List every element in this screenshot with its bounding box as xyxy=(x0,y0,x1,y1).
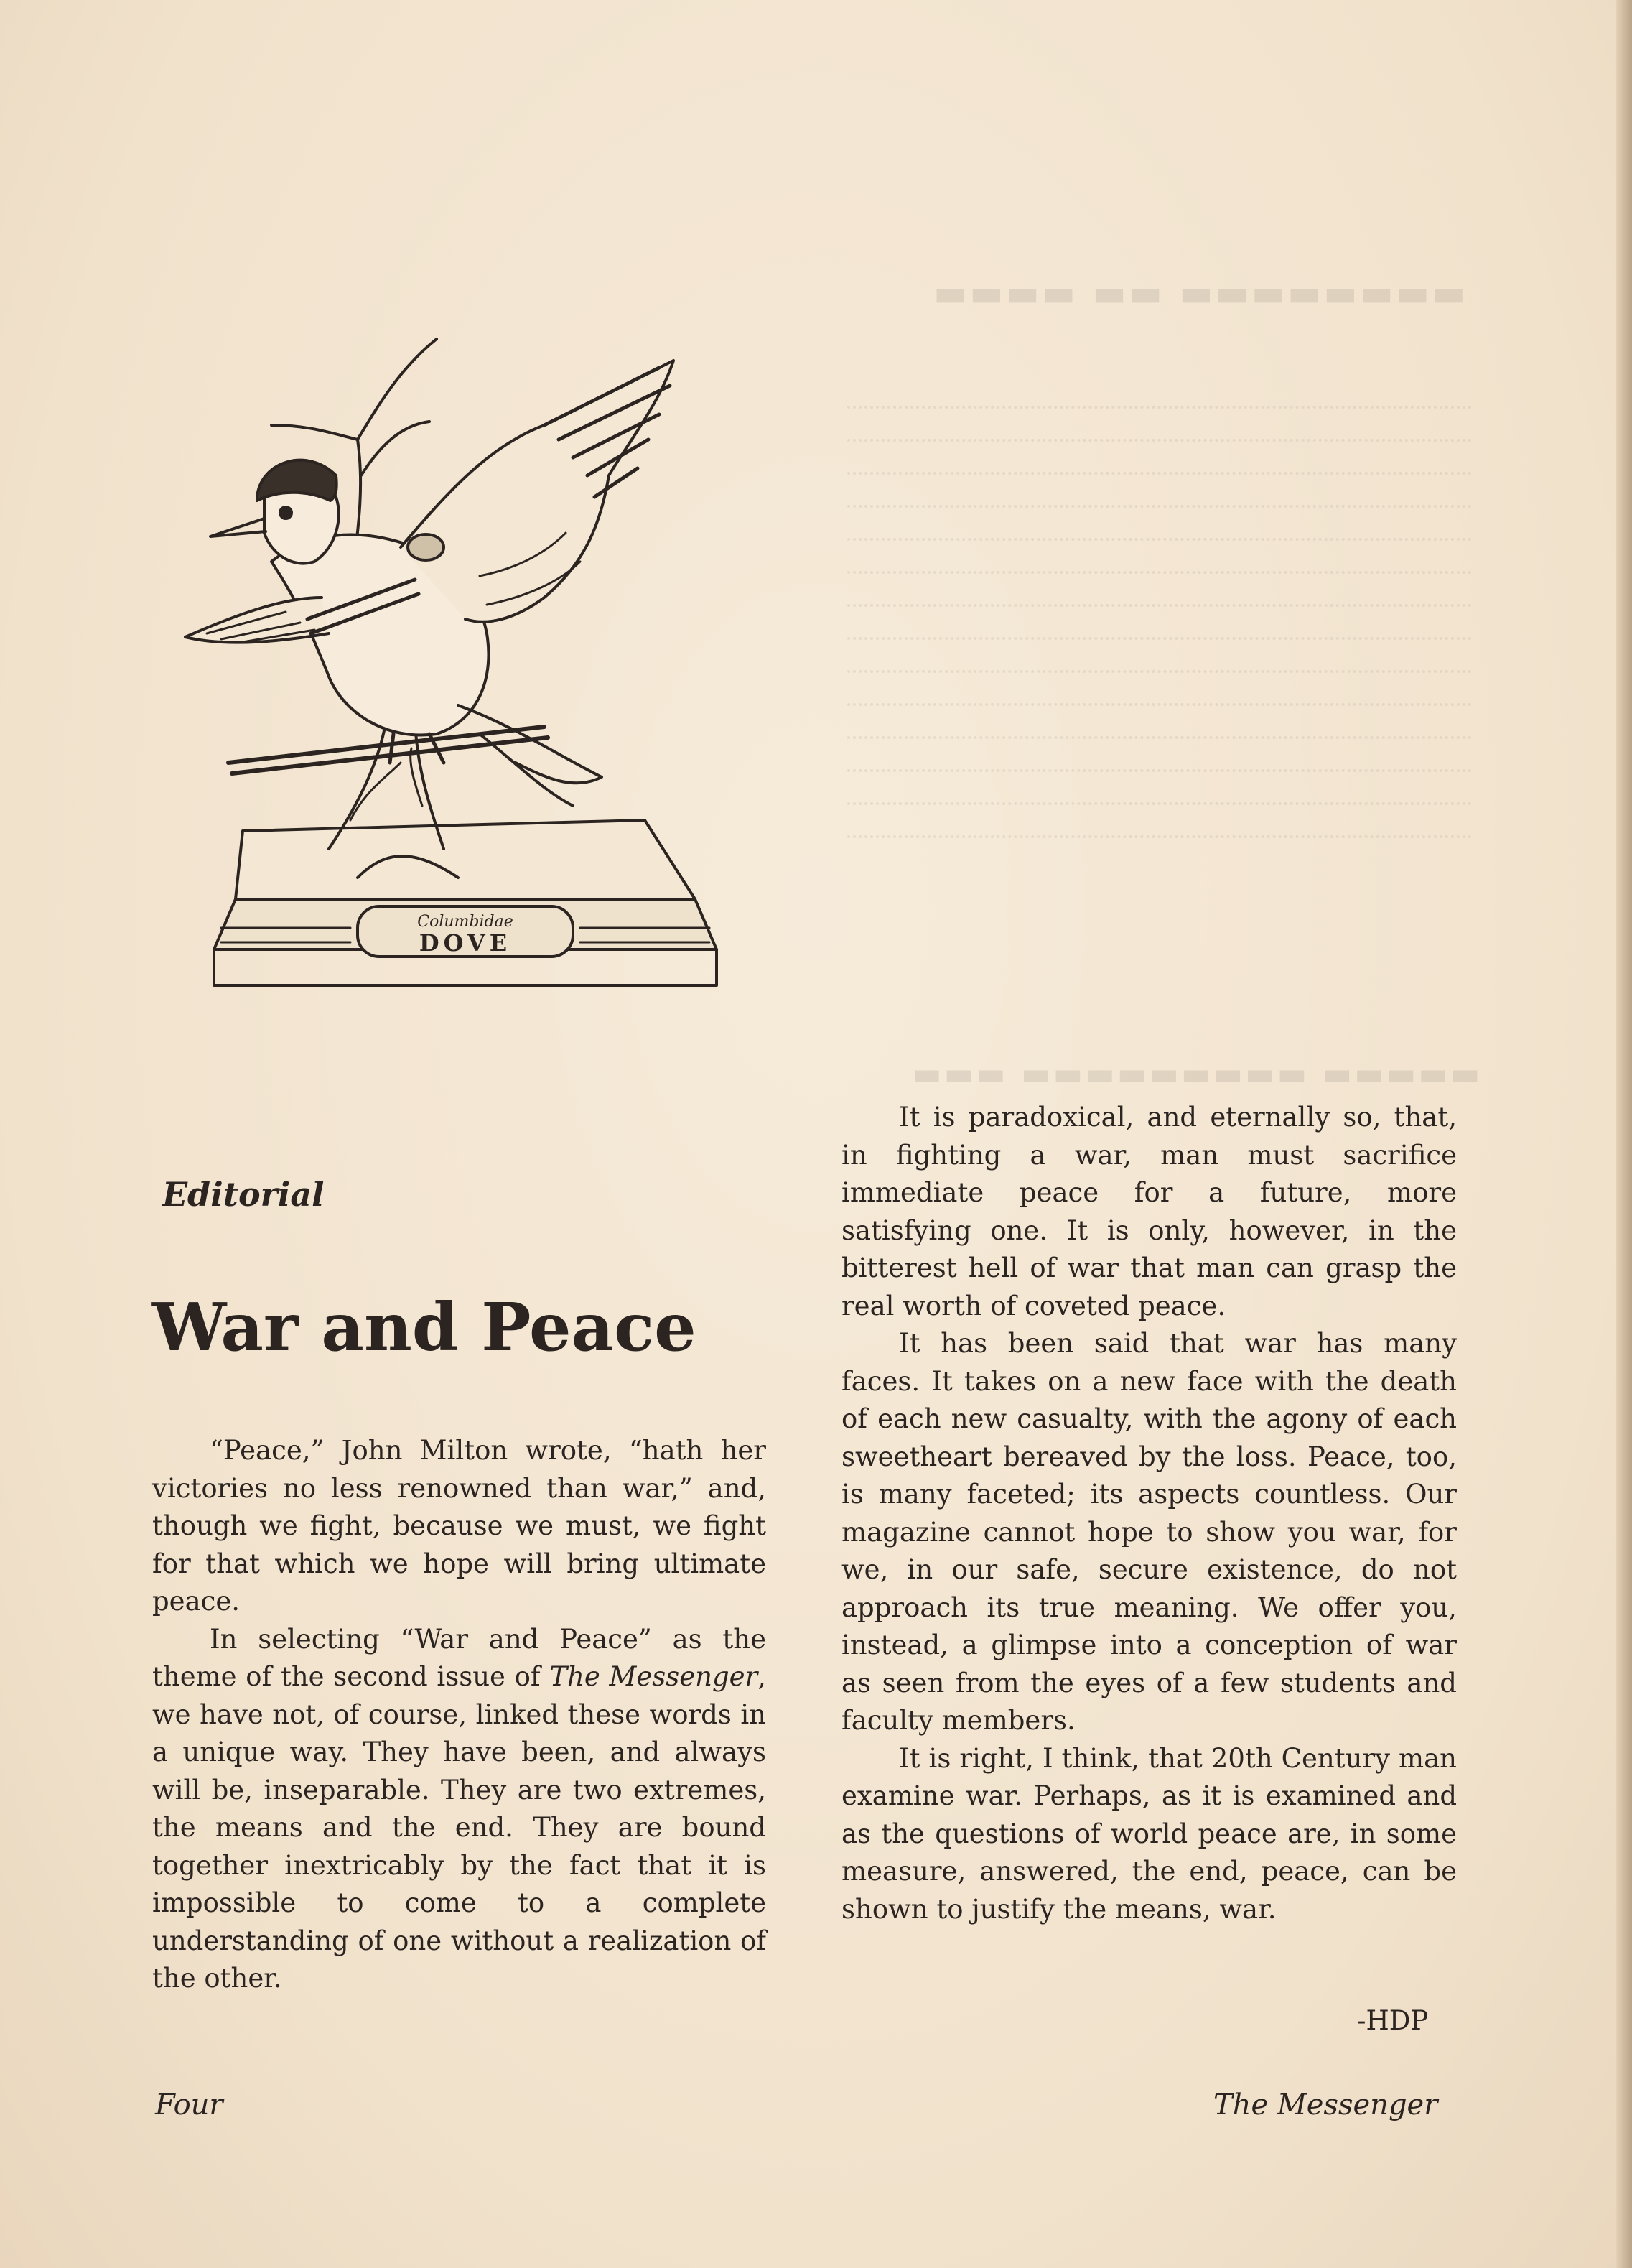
paragraph xyxy=(152,1621,766,1998)
plaque-top-text: Columbidae xyxy=(417,913,513,931)
publication-name: The Messenger xyxy=(549,1661,758,1692)
page-edge xyxy=(1616,0,1632,2268)
page-number: Four xyxy=(155,2088,223,2121)
bleed-through-lines xyxy=(847,384,1472,847)
section-label: Editorial xyxy=(162,1175,325,1214)
paragraph: It is right, I think, that 20th Century man examine war. Perhaps, as it is examined and as the questions of world peace are, in some measure, answered, the end, peace, can be shown to justify the means, war. xyxy=(841,1742,1457,1925)
text-run: , we have not, of course, linked these words in a unique way. They have been, and always will be, inseparable. They are two extremes, the means and the end. They are bound together inextricably by the fact that it is impossible to come to a complete understanding of one without a realization of the other. xyxy=(152,1661,766,1994)
bleed-through-heading-2: ▬▬▬ ▬▬▬▬▬▬▬▬▬ ▬▬▬▬▬ xyxy=(912,1056,1483,1092)
plaque-main-text: DOVE xyxy=(419,929,512,957)
paragraph: “Peace,” John Milton wrote, “hath her victories no less renowned than war,” and, though we fight, because we must, we fight for that which we hope will bring ultimate peace. xyxy=(152,1435,766,1617)
bleed-through-heading: ▬▬▬▬ ▬▬ ▬▬▬▬▬▬▬▬ xyxy=(933,271,1468,314)
text-run: In selecting “War and Peace” as the theme of the second issue of xyxy=(152,1623,766,1692)
paragraph: It is paradoxical, and eternally so, that, in fighting a war, man must sacrifice immediate peace for a future, more satisfying one. It is only, however, in the bitterest hell of war that man can grasp the real worth of coveted peace. xyxy=(841,1102,1457,1321)
dove-illustration xyxy=(142,260,774,1007)
signature: -HDP xyxy=(1357,2005,1429,2036)
right-column xyxy=(841,1099,1457,1928)
publication-footer: The Messenger xyxy=(1213,2088,1438,2121)
left-column xyxy=(152,1432,766,1998)
paragraph: It has been said that war has many faces. It takes on a new face with the death of each new casualty, with the agony of each sweetheart bereaved by the loss. Peace, too, is many faceted; its aspects countless. Our magazine cannot hope to show you war, for we, in our safe, secure existence, do not approach its true meaning. We offer you, instead, a glimpse into a conception of war as seen from the eyes of a few students and faculty members. xyxy=(841,1328,1457,1736)
article-title: War and Peace xyxy=(152,1288,696,1366)
